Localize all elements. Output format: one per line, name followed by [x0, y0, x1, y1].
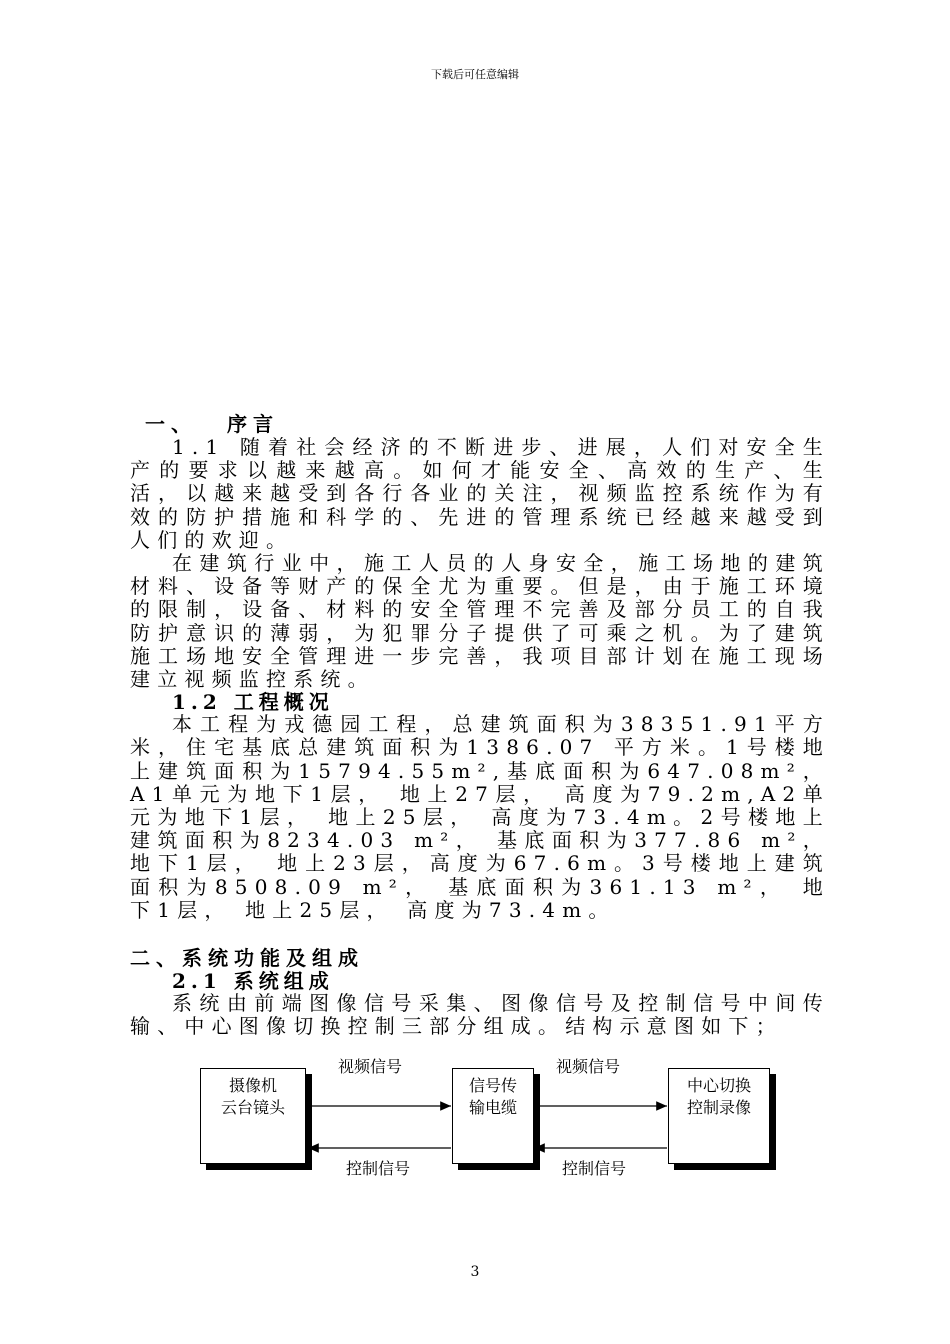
- video-signal-label-2: 视频信号: [556, 1057, 621, 1076]
- camera-box-line2: 云台镜头: [220, 1098, 285, 1117]
- camera-box: [200, 1068, 306, 1164]
- section1-title: 序言: [227, 412, 279, 436]
- section1-number: 一、: [145, 412, 197, 436]
- video-signal-label-1: 视频信号: [338, 1057, 403, 1076]
- cable-box-line2: 输电缆: [468, 1098, 517, 1117]
- section1-2-paragraph: 本工程为戎德园工程，总建筑面积为38351.91平方米，住宅基底总建筑面积为1386.07 平方米。1号楼地上建筑面积为15794.55m²,基底面积为647.08m²， A1单元为地下1层， 地上27层， 高度为79.2m,A2单元为地下1层， 地上25层， 高度为73.4m。2号楼地上建筑面积为8234.03 m²， 基底面积为377.86 m²， 地下1层， 地上23层，高度为67.6m。3号楼地上建筑面积为8508.09 m²， 基底面积为361.13 m²， 地下1层， 地上25层， 高度为73.4m。: [130, 712, 830, 922]
- camera-box-line1: 摄像机: [228, 1076, 277, 1095]
- page-header: 下载后可任意编辑: [431, 68, 519, 81]
- cable-box-line1: 信号传: [468, 1076, 517, 1095]
- section2-1-paragraph: 系统由前端图像信号采集、图像信号及控制信号中间传输、中心图像切换控制三部分组成。结构示意图如下；: [130, 991, 830, 1039]
- section2-heading: 二、系统功能及组成: [130, 946, 364, 971]
- section1-1-paragraph: 1.1 随着社会经济的不断进步、进展，人们对安全生产的要求以越来越高。如何才能安全、高效的生产、生活，以越来越受到各行各业的关注，视频监控系统作为有效的防护措施和科学的、先进的管理系统已经越来越受到人们的欢迎。: [130, 435, 830, 552]
- section1-2-heading: 1.2 工程概况: [172, 690, 334, 715]
- section1-heading: [130, 412, 830, 436]
- center-box-line1: 中心切换: [686, 1076, 751, 1095]
- control-signal-label-1: 控制信号: [346, 1159, 411, 1178]
- control-signal-label-2: 控制信号: [562, 1159, 627, 1178]
- page-number: 3: [470, 1264, 480, 1280]
- document-body: [130, 412, 830, 1038]
- section2-1-heading: 2.1 系统组成: [172, 969, 334, 994]
- center-box: [668, 1068, 770, 1164]
- cable-box: [452, 1068, 534, 1164]
- center-box-line2: 控制录像: [686, 1098, 751, 1117]
- section1-paragraph-2: 在建筑行业中，施工人员的人身安全，施工场地的建筑材料、设备等财产的保全尤为重要。但是，由于施工环境的限制，设备、材料的安全管理不完善及部分员工的自我防护意识的薄弱，为犯罪分子提供了可乘之机。为了建筑施工场地安全管理进一步完善，我项目部计划在施工现场建立视频监控系统。: [130, 551, 830, 692]
